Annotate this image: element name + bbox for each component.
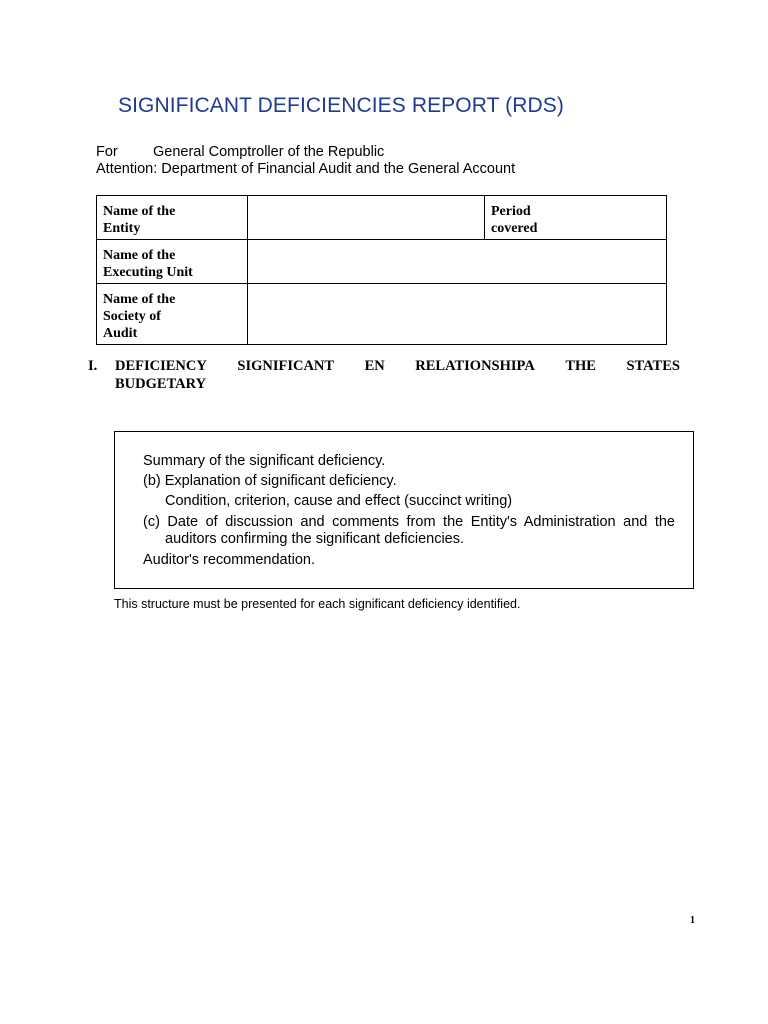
audit-society-value-cell[interactable]: [248, 284, 667, 345]
table-row: [97, 284, 667, 345]
deficiency-structure-box: [114, 431, 694, 589]
discussion-date-continuation: auditors confirming the significant deficiencies.: [165, 531, 465, 547]
section-number: I.: [88, 358, 98, 374]
section-heading-line2: BUDGETARY: [115, 376, 207, 392]
heading-word: STATES: [626, 358, 680, 374]
table-row: [97, 196, 667, 240]
structure-note: This structure must be presented for each significant deficiency identified.: [114, 597, 521, 611]
entity-value-cell[interactable]: [248, 196, 485, 240]
heading-word: DEFICIENCY: [115, 358, 207, 374]
heading-word: SIGNIFICANT: [237, 358, 335, 374]
explanation-item: (b) Explanation of significant deficiency.: [143, 473, 397, 489]
period-label: Period covered: [485, 196, 667, 240]
heading-word: THE: [565, 358, 596, 374]
report-info-table: [96, 195, 667, 345]
recipient-line: [96, 144, 384, 160]
heading-word: EN: [364, 358, 385, 374]
recommendation-item: Auditor's recommendation.: [143, 552, 316, 568]
executing-unit-label: Name of the Executing Unit: [97, 240, 248, 284]
for-label: For: [96, 144, 118, 160]
entity-label: Name of the Entity: [97, 196, 248, 240]
heading-word: RELATIONSHIPA: [415, 358, 535, 374]
condition-item: Condition, criterion, cause and effect (succinct writing): [165, 493, 513, 509]
section-heading-line1: [115, 357, 680, 375]
discussion-date-item: (c) Date of discussion and comments from the Entity's Administration and the: [143, 514, 675, 530]
audit-society-label: Name of the Society of Audit: [97, 284, 248, 345]
attention-line: Attention: Department of Financial Audit and the General Account: [96, 161, 516, 177]
recipient-name: General Comptroller of the Republic: [153, 144, 385, 160]
executing-unit-value-cell[interactable]: [248, 240, 667, 284]
table-row: [97, 240, 667, 284]
report-title: SIGNIFICANT DEFICIENCIES REPORT (RDS): [118, 94, 564, 117]
page-number: 1: [690, 915, 695, 926]
summary-item: Summary of the significant deficiency.: [143, 453, 386, 469]
